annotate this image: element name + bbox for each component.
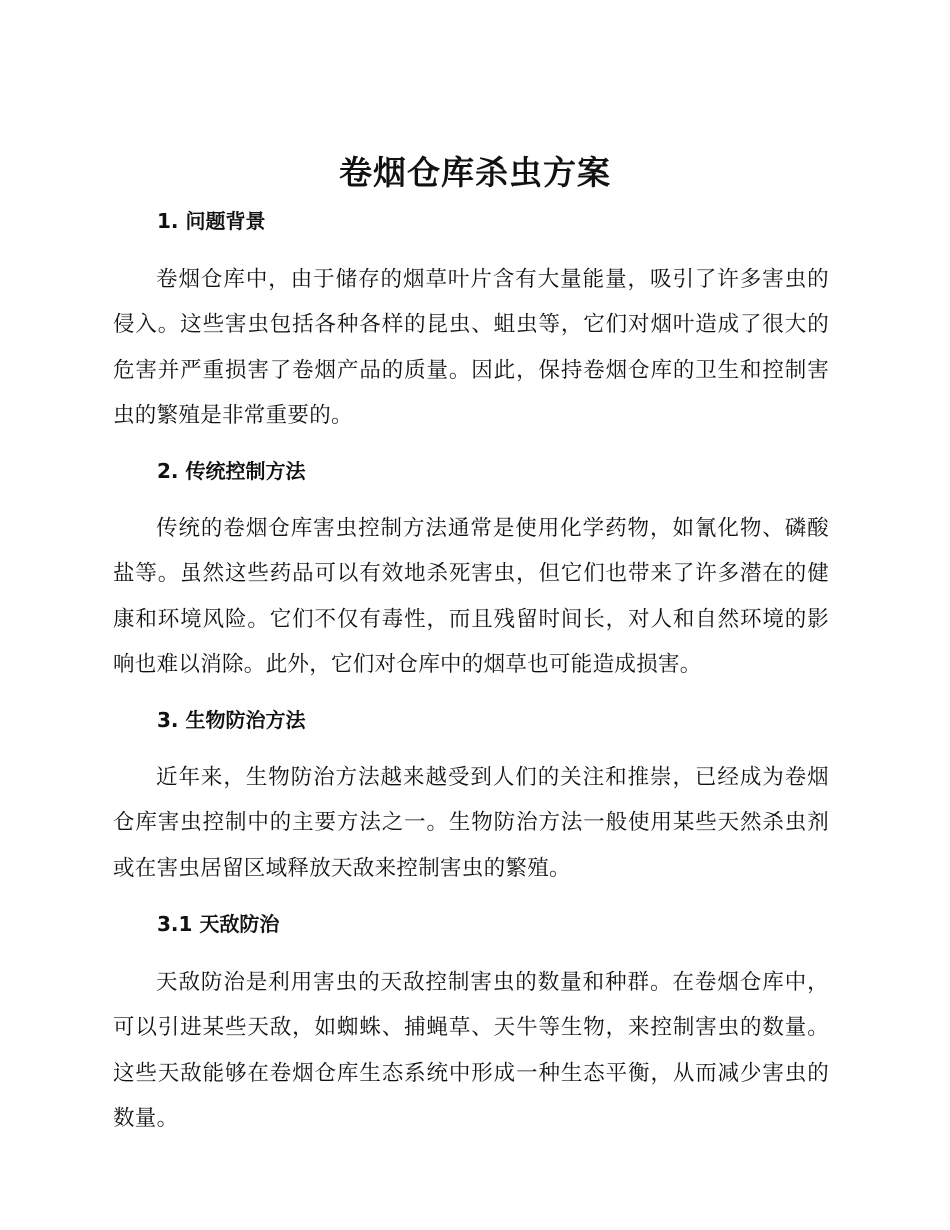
section-paragraph-natural-enemy-control: 天敌防治是利用害虫的天敌控制害虫的数量和种群。在卷烟仓库中，可以引进某些天敌，如蜘蛛、捕蝇草、天牛等生物，来控制害虫的数量。这些天敌能够在卷烟仓库生态系统中形成一种生态平衡，从而减少害虫的数量。 [113, 970, 829, 1131]
section-heading-traditional-control: 2. 传统控制方法 [157, 459, 306, 483]
section-paragraph-traditional-control: 传统的卷烟仓库害虫控制方法通常是使用化学药物，如氰化物、磷酸盐等。虽然这些药品可以有效地杀死害虫，但它们也带来了许多潜在的健康和环境风险。它们不仅有毒性，而且残留时间长，对人和自然环境的影响也难以消除。此外，它们对仓库中的烟草也可能造成损害。 [113, 516, 829, 677]
document-title: 卷烟仓库杀虫方案 [339, 153, 611, 192]
section-paragraph-biological-control: 近年来，生物防治方法越来越受到人们的关注和推崇，已经成为卷烟仓库害虫控制中的主要方法之一。生物防治方法一般使用某些天然杀虫剂或在害虫居留区域释放天敌来控制害虫的繁殖。 [113, 765, 829, 881]
section-heading-background: 1. 问题背景 [157, 209, 266, 233]
section-heading-natural-enemy-control: 3.1 天敌防治 [157, 912, 280, 936]
section-heading-biological-control: 3. 生物防治方法 [157, 708, 306, 732]
section-paragraph-background: 卷烟仓库中，由于储存的烟草叶片含有大量能量，吸引了许多害虫的侵入。这些害虫包括各种各样的昆虫、蛆虫等，它们对烟叶造成了很大的危害并严重损害了卷烟产品的质量。因此，保持卷烟仓库的卫生和控制害虫的繁殖是非常重要的。 [113, 267, 829, 428]
